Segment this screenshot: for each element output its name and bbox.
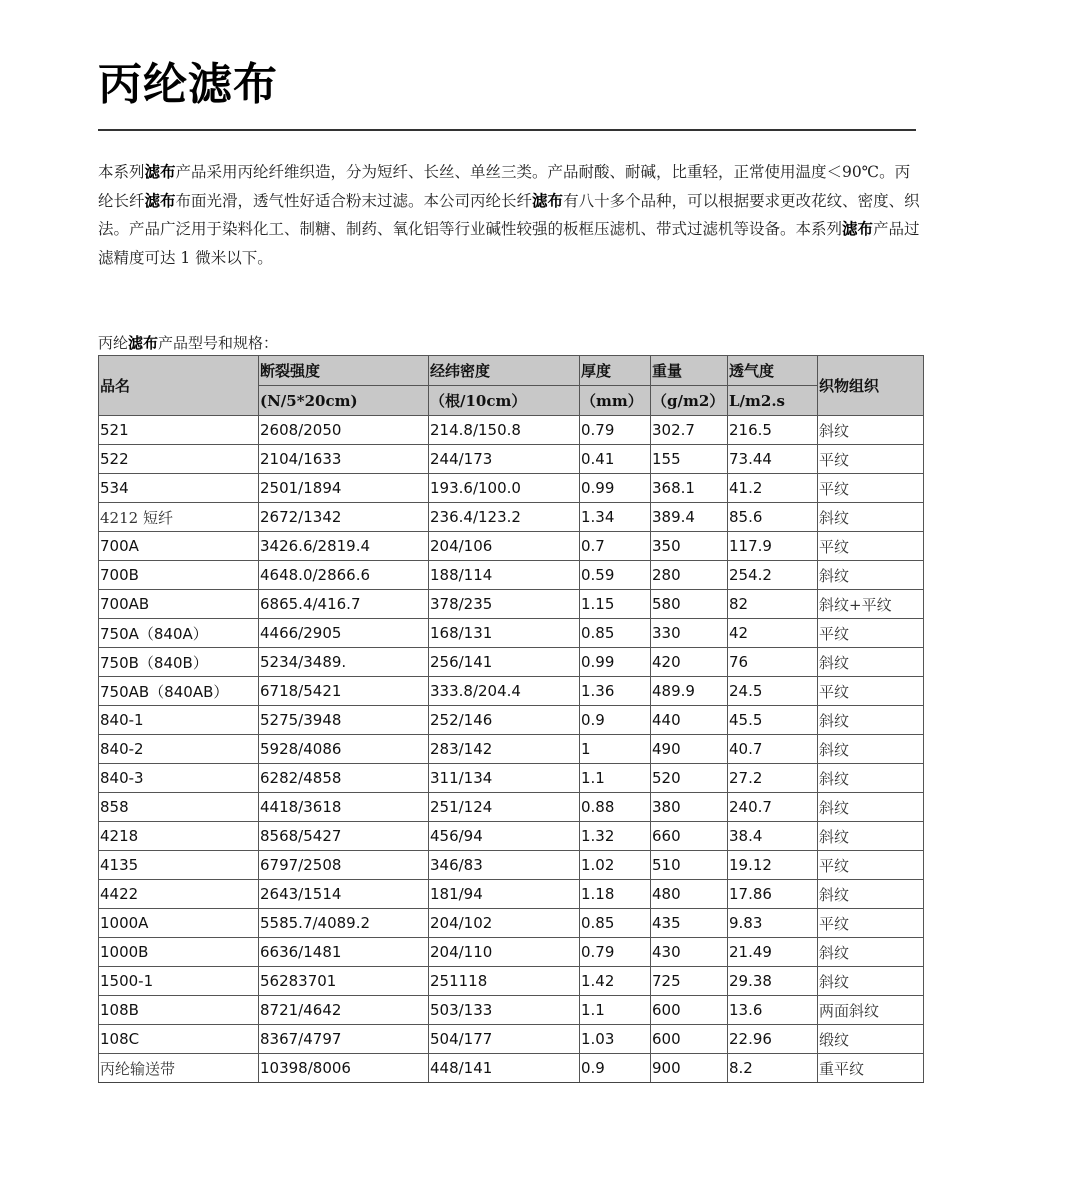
cell-name: 700AB [99, 590, 259, 619]
cell-thickness: 1.1 [580, 996, 651, 1025]
cell-weave: 斜纹 [818, 793, 924, 822]
cell-name: 4218 [99, 822, 259, 851]
caption-bold: 滤布 [128, 334, 159, 352]
cell-density: 204/106 [429, 532, 580, 561]
cell-permeability: 216.5 [728, 416, 818, 445]
cell-permeability: 17.86 [728, 880, 818, 909]
cell-thickness: 0.9 [580, 706, 651, 735]
table-row [99, 938, 924, 967]
cell-thickness: 0.88 [580, 793, 651, 822]
cell-thickness: 0.79 [580, 938, 651, 967]
cell-permeability: 240.7 [728, 793, 818, 822]
cell-weave: 平纹 [818, 851, 924, 880]
cell-permeability: 24.5 [728, 677, 818, 706]
cell-strength: 6865.4/416.7 [259, 590, 429, 619]
table-row [99, 764, 924, 793]
cell-thickness: 1.32 [580, 822, 651, 851]
table-row [99, 445, 924, 474]
cell-weave: 斜纹 [818, 561, 924, 590]
cell-strength: 5275/3948 [259, 706, 429, 735]
cell-strength: 4648.0/2866.6 [259, 561, 429, 590]
cell-weave: 平纹 [818, 677, 924, 706]
cell-name: 522 [99, 445, 259, 474]
cell-density: 193.6/100.0 [429, 474, 580, 503]
cell-weight: 330 [651, 619, 728, 648]
cell-strength: 6636/1481 [259, 938, 429, 967]
cell-strength: 6718/5421 [259, 677, 429, 706]
cell-density: 448/141 [429, 1054, 580, 1083]
cell-weight: 900 [651, 1054, 728, 1083]
cell-density: 214.8/150.8 [429, 416, 580, 445]
cell-weave: 平纹 [818, 909, 924, 938]
header-permeability: 透气度 [728, 356, 818, 386]
cell-permeability: 40.7 [728, 735, 818, 764]
table-row [99, 851, 924, 880]
cell-weight: 368.1 [651, 474, 728, 503]
cell-weave: 平纹 [818, 619, 924, 648]
header-thickness-unit: （mm） [580, 386, 651, 416]
cell-name: 4422 [99, 880, 259, 909]
cell-weave: 平纹 [818, 474, 924, 503]
cell-name: 750B（840B） [99, 648, 259, 677]
cell-name: 750AB（840AB） [99, 677, 259, 706]
cell-name: 108B [99, 996, 259, 1025]
cell-weave: 斜纹 [818, 967, 924, 996]
cell-thickness: 0.79 [580, 416, 651, 445]
cell-strength: 5928/4086 [259, 735, 429, 764]
cell-name: 108C [99, 1025, 259, 1054]
cell-weight: 490 [651, 735, 728, 764]
cell-name: 4135 [99, 851, 259, 880]
cell-density: 251118 [429, 967, 580, 996]
cell-weave: 两面斜纹 [818, 996, 924, 1025]
cell-thickness: 0.85 [580, 619, 651, 648]
cell-strength: 10398/8006 [259, 1054, 429, 1083]
cell-weave: 斜纹 [818, 416, 924, 445]
table-row [99, 967, 924, 996]
table-row [99, 416, 924, 445]
cell-density: 311/134 [429, 764, 580, 793]
cell-thickness: 0.41 [580, 445, 651, 474]
table-row [99, 474, 924, 503]
cell-weave: 重平纹 [818, 1054, 924, 1083]
cell-strength: 4418/3618 [259, 793, 429, 822]
header-strength: 断裂强度 [259, 356, 429, 386]
intro-paragraph [98, 158, 920, 272]
cell-density: 378/235 [429, 590, 580, 619]
cell-weight: 155 [651, 445, 728, 474]
cell-density: 456/94 [429, 822, 580, 851]
table-row [99, 532, 924, 561]
cell-weave: 斜纹 [818, 648, 924, 677]
cell-density: 333.8/204.4 [429, 677, 580, 706]
cell-name: 521 [99, 416, 259, 445]
cell-weight: 580 [651, 590, 728, 619]
cell-weight: 380 [651, 793, 728, 822]
cell-permeability: 13.6 [728, 996, 818, 1025]
intro-text: 布面光滑，透气性好适合粉末过滤。本公司丙纶长纤 [175, 191, 533, 210]
cell-weight: 280 [651, 561, 728, 590]
intro-keyword: 滤布 [842, 220, 874, 238]
cell-strength: 8367/4797 [259, 1025, 429, 1054]
cell-strength: 2501/1894 [259, 474, 429, 503]
table-row [99, 648, 924, 677]
cell-density: 236.4/123.2 [429, 503, 580, 532]
cell-weave: 斜纹 [818, 503, 924, 532]
cell-weight: 435 [651, 909, 728, 938]
cell-density: 252/146 [429, 706, 580, 735]
cell-weight: 420 [651, 648, 728, 677]
cell-thickness: 1.1 [580, 764, 651, 793]
intro-text: 产品过滤精度可达 1 微米以下。 [98, 220, 920, 267]
cell-thickness: 1.18 [580, 880, 651, 909]
cell-permeability: 38.4 [728, 822, 818, 851]
cell-permeability: 254.2 [728, 561, 818, 590]
cell-permeability: 8.2 [728, 1054, 818, 1083]
caption-prefix: 丙纶 [98, 334, 129, 352]
table-row [99, 590, 924, 619]
cell-weight: 600 [651, 1025, 728, 1054]
cell-name: 700B [99, 561, 259, 590]
cell-name: 丙纶输送带 [99, 1054, 259, 1083]
header-weight-unit: （g/m2） [651, 386, 728, 416]
table-row [99, 503, 924, 532]
cell-name: 4212 短纤 [99, 503, 259, 532]
cell-permeability: 21.49 [728, 938, 818, 967]
cell-name: 534 [99, 474, 259, 503]
cell-density: 204/102 [429, 909, 580, 938]
table-row [99, 909, 924, 938]
cell-name: 700A [99, 532, 259, 561]
cell-thickness: 0.9 [580, 1054, 651, 1083]
cell-density: 283/142 [429, 735, 580, 764]
spec-table [98, 355, 924, 1083]
cell-density: 181/94 [429, 880, 580, 909]
cell-weave: 斜纹 [818, 735, 924, 764]
cell-strength: 8721/4642 [259, 996, 429, 1025]
cell-strength: 6282/4858 [259, 764, 429, 793]
cell-thickness: 0.99 [580, 648, 651, 677]
cell-density: 503/133 [429, 996, 580, 1025]
cell-strength: 6797/2508 [259, 851, 429, 880]
cell-weave: 平纹 [818, 445, 924, 474]
cell-strength: 4466/2905 [259, 619, 429, 648]
cell-permeability: 19.12 [728, 851, 818, 880]
header-weight: 重量 [651, 356, 728, 386]
header-permeability-unit: L/m2.s [728, 386, 818, 416]
cell-permeability: 9.83 [728, 909, 818, 938]
cell-name: 840-1 [99, 706, 259, 735]
cell-name: 1000B [99, 938, 259, 967]
cell-density: 504/177 [429, 1025, 580, 1054]
cell-permeability: 73.44 [728, 445, 818, 474]
cell-weave: 斜纹 [818, 822, 924, 851]
cell-name: 750A（840A） [99, 619, 259, 648]
cell-permeability: 76 [728, 648, 818, 677]
cell-permeability: 42 [728, 619, 818, 648]
cell-thickness: 1.15 [580, 590, 651, 619]
intro-keyword: 滤布 [532, 191, 564, 210]
cell-density: 251/124 [429, 793, 580, 822]
cell-thickness: 1.36 [580, 677, 651, 706]
cell-density: 204/110 [429, 938, 580, 967]
intro-keyword: 滤布 [144, 163, 176, 181]
cell-weave: 斜纹 [818, 764, 924, 793]
cell-name: 840-2 [99, 735, 259, 764]
cell-weight: 350 [651, 532, 728, 561]
caption-suffix: 产品型号和规格： [158, 334, 279, 352]
cell-thickness: 1.02 [580, 851, 651, 880]
title-divider [98, 129, 916, 131]
cell-weight: 510 [651, 851, 728, 880]
table-row [99, 1054, 924, 1083]
cell-strength: 8568/5427 [259, 822, 429, 851]
cell-strength: 5234/3489. [259, 648, 429, 677]
cell-strength: 2643/1514 [259, 880, 429, 909]
cell-permeability: 117.9 [728, 532, 818, 561]
cell-weave: 斜纹 [818, 880, 924, 909]
intro-text: 本系列 [98, 163, 145, 181]
cell-permeability: 41.2 [728, 474, 818, 503]
cell-strength: 2608/2050 [259, 416, 429, 445]
cell-weight: 520 [651, 764, 728, 793]
cell-name: 1500-1 [99, 967, 259, 996]
cell-weight: 660 [651, 822, 728, 851]
cell-weight: 489.9 [651, 677, 728, 706]
cell-permeability: 29.38 [728, 967, 818, 996]
cell-weight: 480 [651, 880, 728, 909]
cell-thickness: 1.34 [580, 503, 651, 532]
header-thickness: 厚度 [580, 356, 651, 386]
intro-text: 有八十多个品种，可以根据要求更改花纹、密度、织法。产品广泛用于染料化工、制糖、制药、氧化铝等行业碱性较强的板框压滤机、带式过滤机等设备。本系列 [98, 191, 920, 238]
cell-strength: 3426.6/2819.4 [259, 532, 429, 561]
cell-weight: 600 [651, 996, 728, 1025]
table-row [99, 822, 924, 851]
intro-keyword: 滤布 [144, 191, 176, 210]
header-name: 品名 [99, 356, 259, 416]
table-row [99, 735, 924, 764]
cell-name: 840-3 [99, 764, 259, 793]
cell-name: 858 [99, 793, 259, 822]
cell-thickness: 0.7 [580, 532, 651, 561]
cell-strength: 56283701 [259, 967, 429, 996]
table-row [99, 706, 924, 735]
spec-table-body [99, 416, 924, 1083]
cell-name: 1000A [99, 909, 259, 938]
table-row [99, 793, 924, 822]
cell-weight: 389.4 [651, 503, 728, 532]
cell-thickness: 1 [580, 735, 651, 764]
cell-permeability: 82 [728, 590, 818, 619]
page-title: 丙纶滤布 [98, 59, 278, 110]
header-density: 经纬密度 [429, 356, 580, 386]
table-row [99, 1025, 924, 1054]
cell-permeability: 27.2 [728, 764, 818, 793]
cell-density: 168/131 [429, 619, 580, 648]
header-density-unit: （根/10cm） [429, 386, 580, 416]
cell-strength: 2672/1342 [259, 503, 429, 532]
cell-permeability: 85.6 [728, 503, 818, 532]
table-caption [98, 332, 278, 353]
header-weave: 织物组织 [818, 356, 924, 416]
cell-thickness: 1.03 [580, 1025, 651, 1054]
header-strength-unit: (N/5*20cm) [259, 386, 429, 416]
table-row [99, 880, 924, 909]
cell-permeability: 45.5 [728, 706, 818, 735]
intro-text: 产品采用丙纶纤维织造，分为短纤、长丝、单丝三类。产品耐酸、耐碱，比重轻，正常使用温度＜90℃。丙纶长纤 [98, 163, 911, 210]
cell-weave: 斜纹 [818, 706, 924, 735]
cell-density: 346/83 [429, 851, 580, 880]
cell-permeability: 22.96 [728, 1025, 818, 1054]
cell-weight: 440 [651, 706, 728, 735]
cell-weight: 430 [651, 938, 728, 967]
cell-density: 256/141 [429, 648, 580, 677]
table-row [99, 561, 924, 590]
cell-thickness: 0.85 [580, 909, 651, 938]
cell-density: 244/173 [429, 445, 580, 474]
cell-weight: 302.7 [651, 416, 728, 445]
cell-weave: 平纹 [818, 532, 924, 561]
cell-weave: 斜纹 [818, 938, 924, 967]
cell-weave: 缎纹 [818, 1025, 924, 1054]
table-row [99, 677, 924, 706]
table-row [99, 619, 924, 648]
cell-weight: 725 [651, 967, 728, 996]
cell-strength: 5585.7/4089.2 [259, 909, 429, 938]
cell-density: 188/114 [429, 561, 580, 590]
table-row [99, 996, 924, 1025]
cell-strength: 2104/1633 [259, 445, 429, 474]
cell-thickness: 0.59 [580, 561, 651, 590]
cell-thickness: 1.42 [580, 967, 651, 996]
cell-thickness: 0.99 [580, 474, 651, 503]
cell-weave: 斜纹+平纹 [818, 590, 924, 619]
